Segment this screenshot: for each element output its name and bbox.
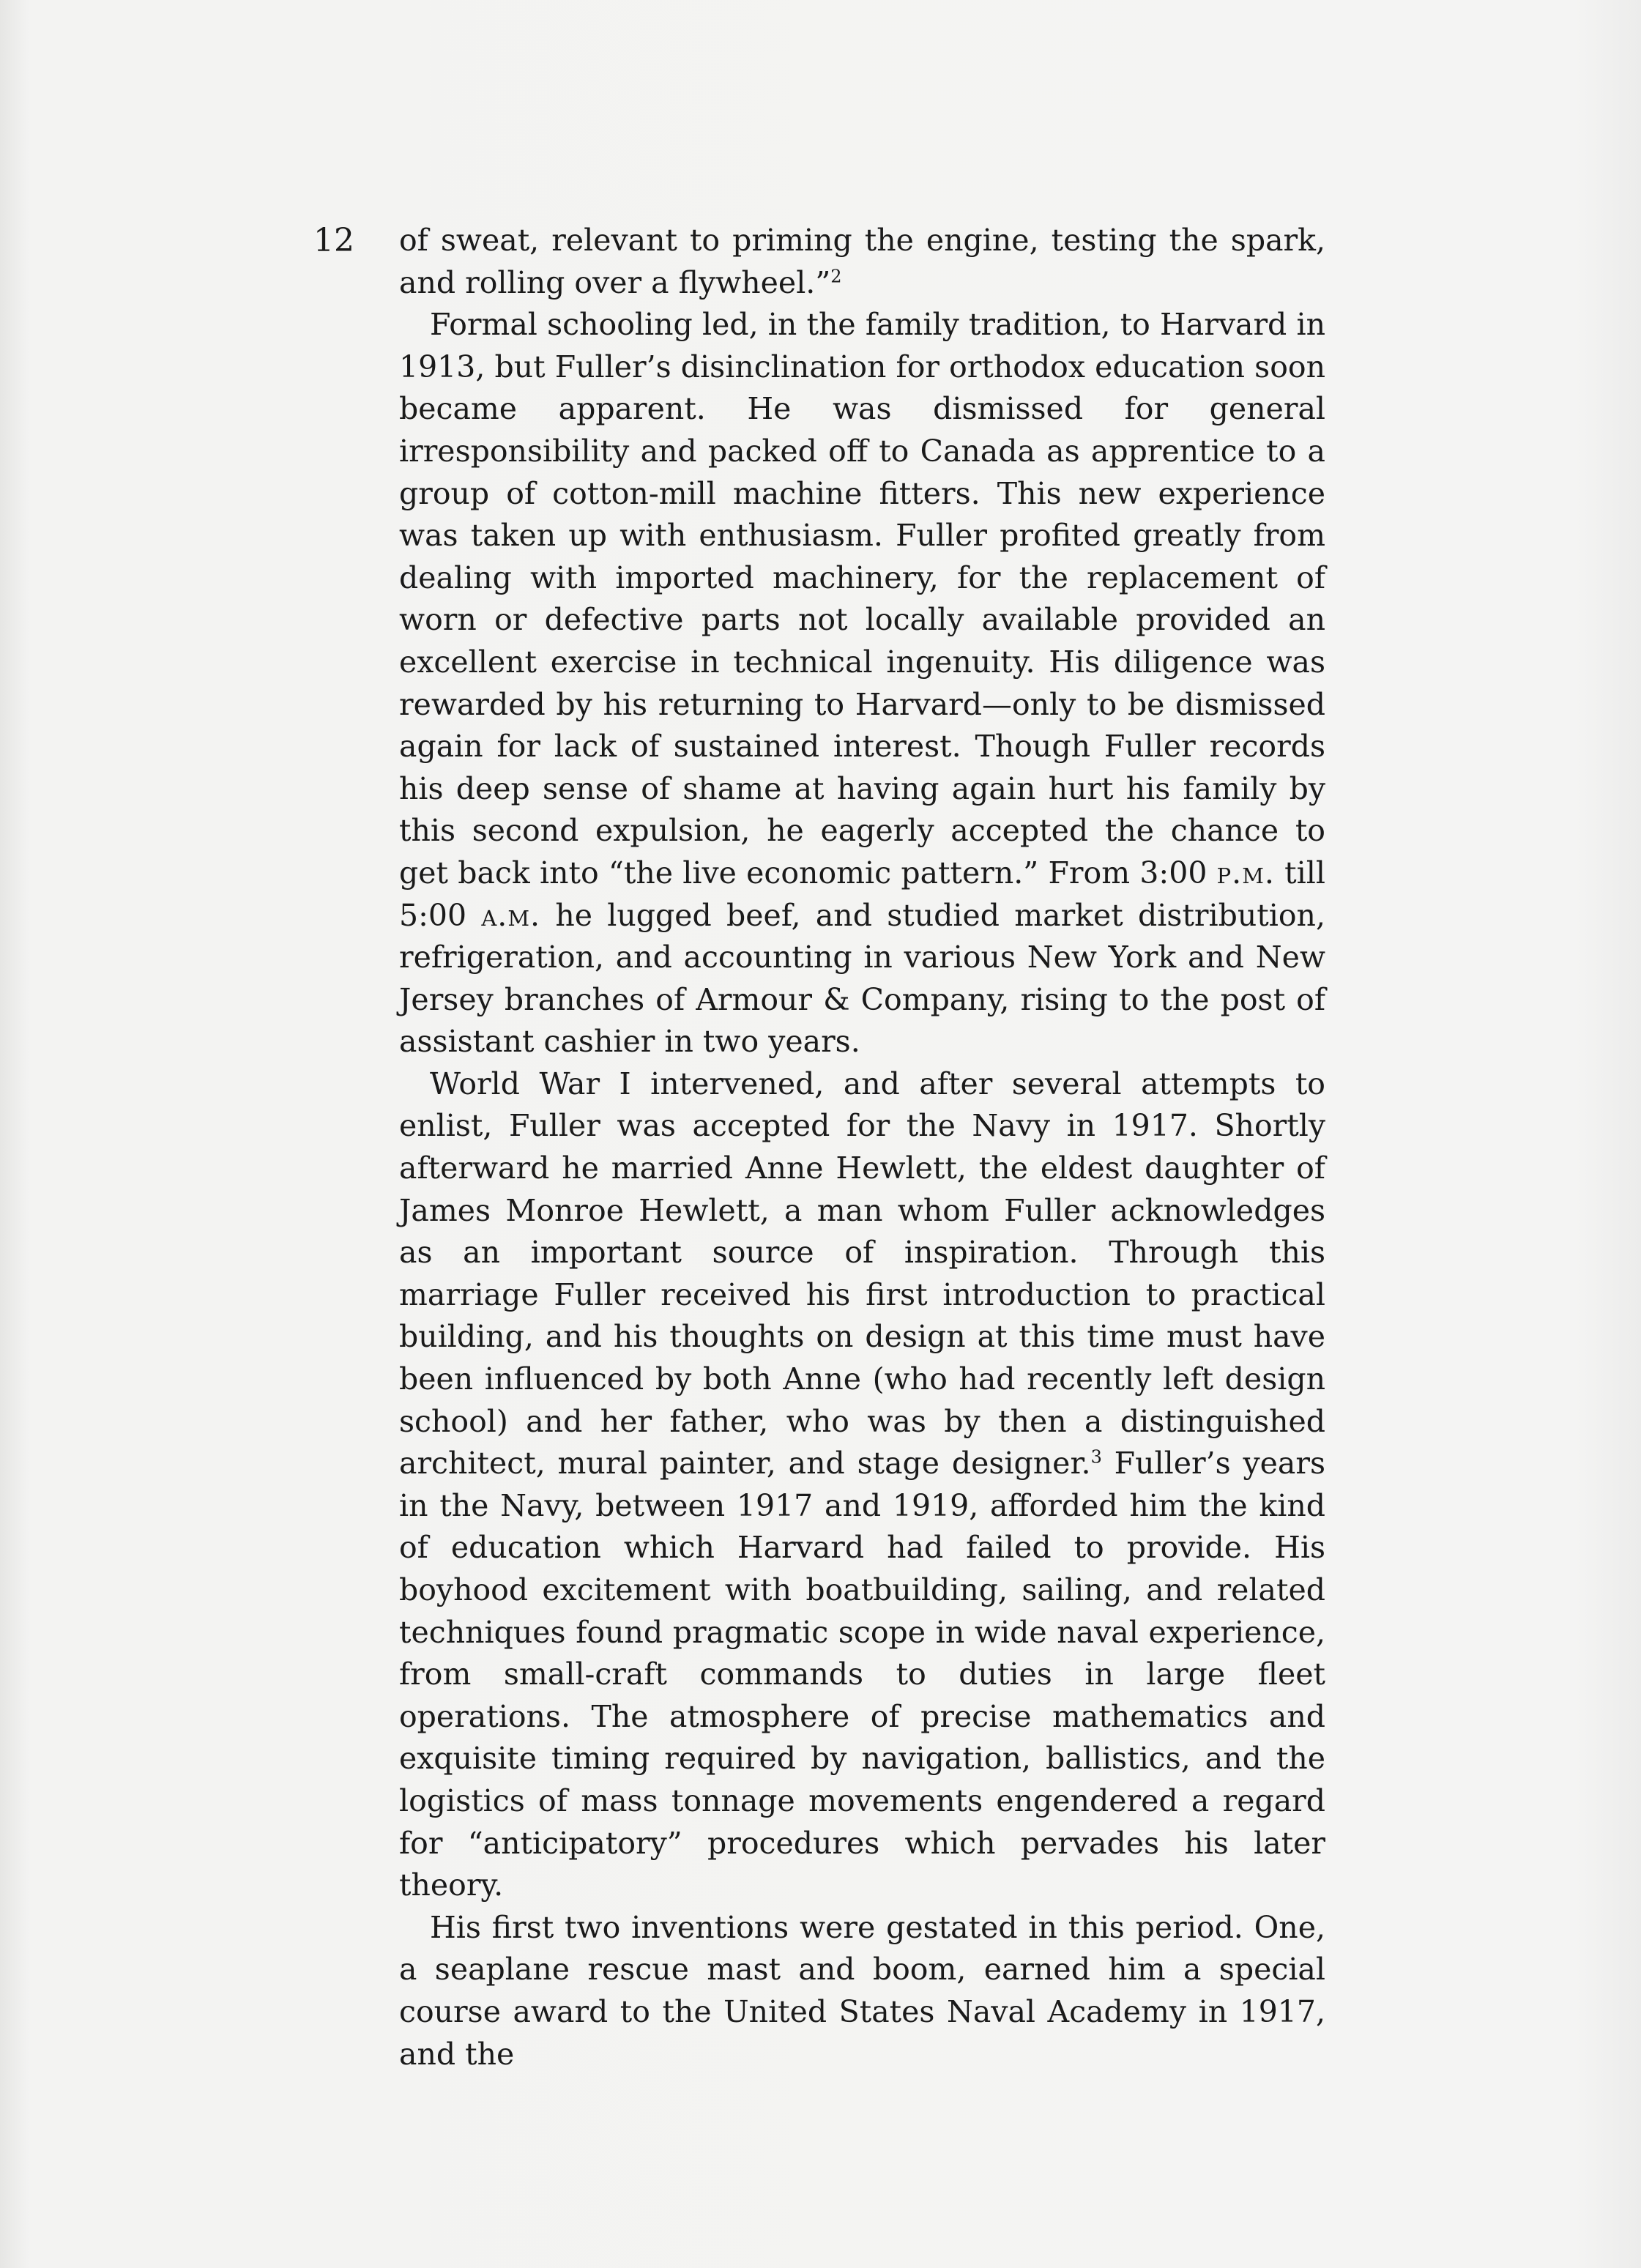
paragraph (399, 1907, 1325, 2075)
text-run: till 5:00 (399, 855, 1325, 933)
text-run: Formal schooling led, in the family tradition, to Harvard in 1913, but Fuller’s disinclination for orthodox education soon became apparent. He was dismissed for general irresponsibility and packed off to Canada as apprentice to a group of cotton-mill machine fitters. This new experience was taken up with enthusiasm. Fuller profited greatly from dealing with imported machinery, for the replacement of worn or defective parts not locally available provided an excellent exercise in technical ingenuity. His diligence was rewarded by his returning to Harvard—only to be dismissed again for lack of sustained interest. Though Fuller records his deep sense of shame at having again hurt his family by this second expulsion, he eagerly accepted the chance to get back into “the live economic pattern.” From 3:00 (399, 307, 1325, 891)
text-run: Fuller’s years in the Navy, between 1917 and 1919, afforded him the kind of education which Harvard had failed to provide. His boyhood excitement with boatbuilding, sailing, and related techniques found pragmatic scope in wide naval experience, from small-craft commands to duties in large fleet operations. The atmosphere of precise mathematics and exquisite timing required by navigation, ballistics, and the logistics of mass tonnage movements engendered a regard for “anticipatory” procedures which pervades his later theory. (399, 1446, 1326, 1903)
time-abbrev: a.m. (481, 897, 541, 933)
paragraph (399, 1063, 1325, 1907)
text-run: he lugged beef, and studied market distribution, refrigeration, and accounting in various New York and New Jersey branches of Armour & Company, rising to the post of assistant cashier in two years. (399, 897, 1325, 1060)
text-run: World War I intervened, and after several attempts to enlist, Fuller was accepted for the Navy in 1917. Shortly afterward he married Anne Hewlett, the eldest daughter of James Monroe Hewlett, a man whom Fuller acknowledges as an important source of inspiration. Through this marriage Fuller received his first introduction to practical building, and his thoughts on design at this time must have been influenced by both Anne (who had recently left design school) and her father, who was by then a distinguished architect, mural painter, and stage designer. (399, 1066, 1325, 1481)
text-run: His first two inventions were gestated in this period. One, a seaplane rescue mast and boom, earned him a special course award to the United States Naval Academy in 1917, and the (399, 1909, 1325, 2072)
paragraph (399, 304, 1325, 1063)
body-text (399, 220, 1325, 2075)
paragraph (399, 220, 1325, 304)
page-number: 12 (313, 222, 354, 259)
footnote-ref: 2 (830, 265, 842, 286)
text-run: of sweat, relevant to priming the engine, testing the spark, and rolling over a flywheel.” (399, 223, 1325, 300)
time-abbrev: p.m. (1216, 855, 1275, 891)
footnote-ref: 3 (1090, 1446, 1102, 1468)
